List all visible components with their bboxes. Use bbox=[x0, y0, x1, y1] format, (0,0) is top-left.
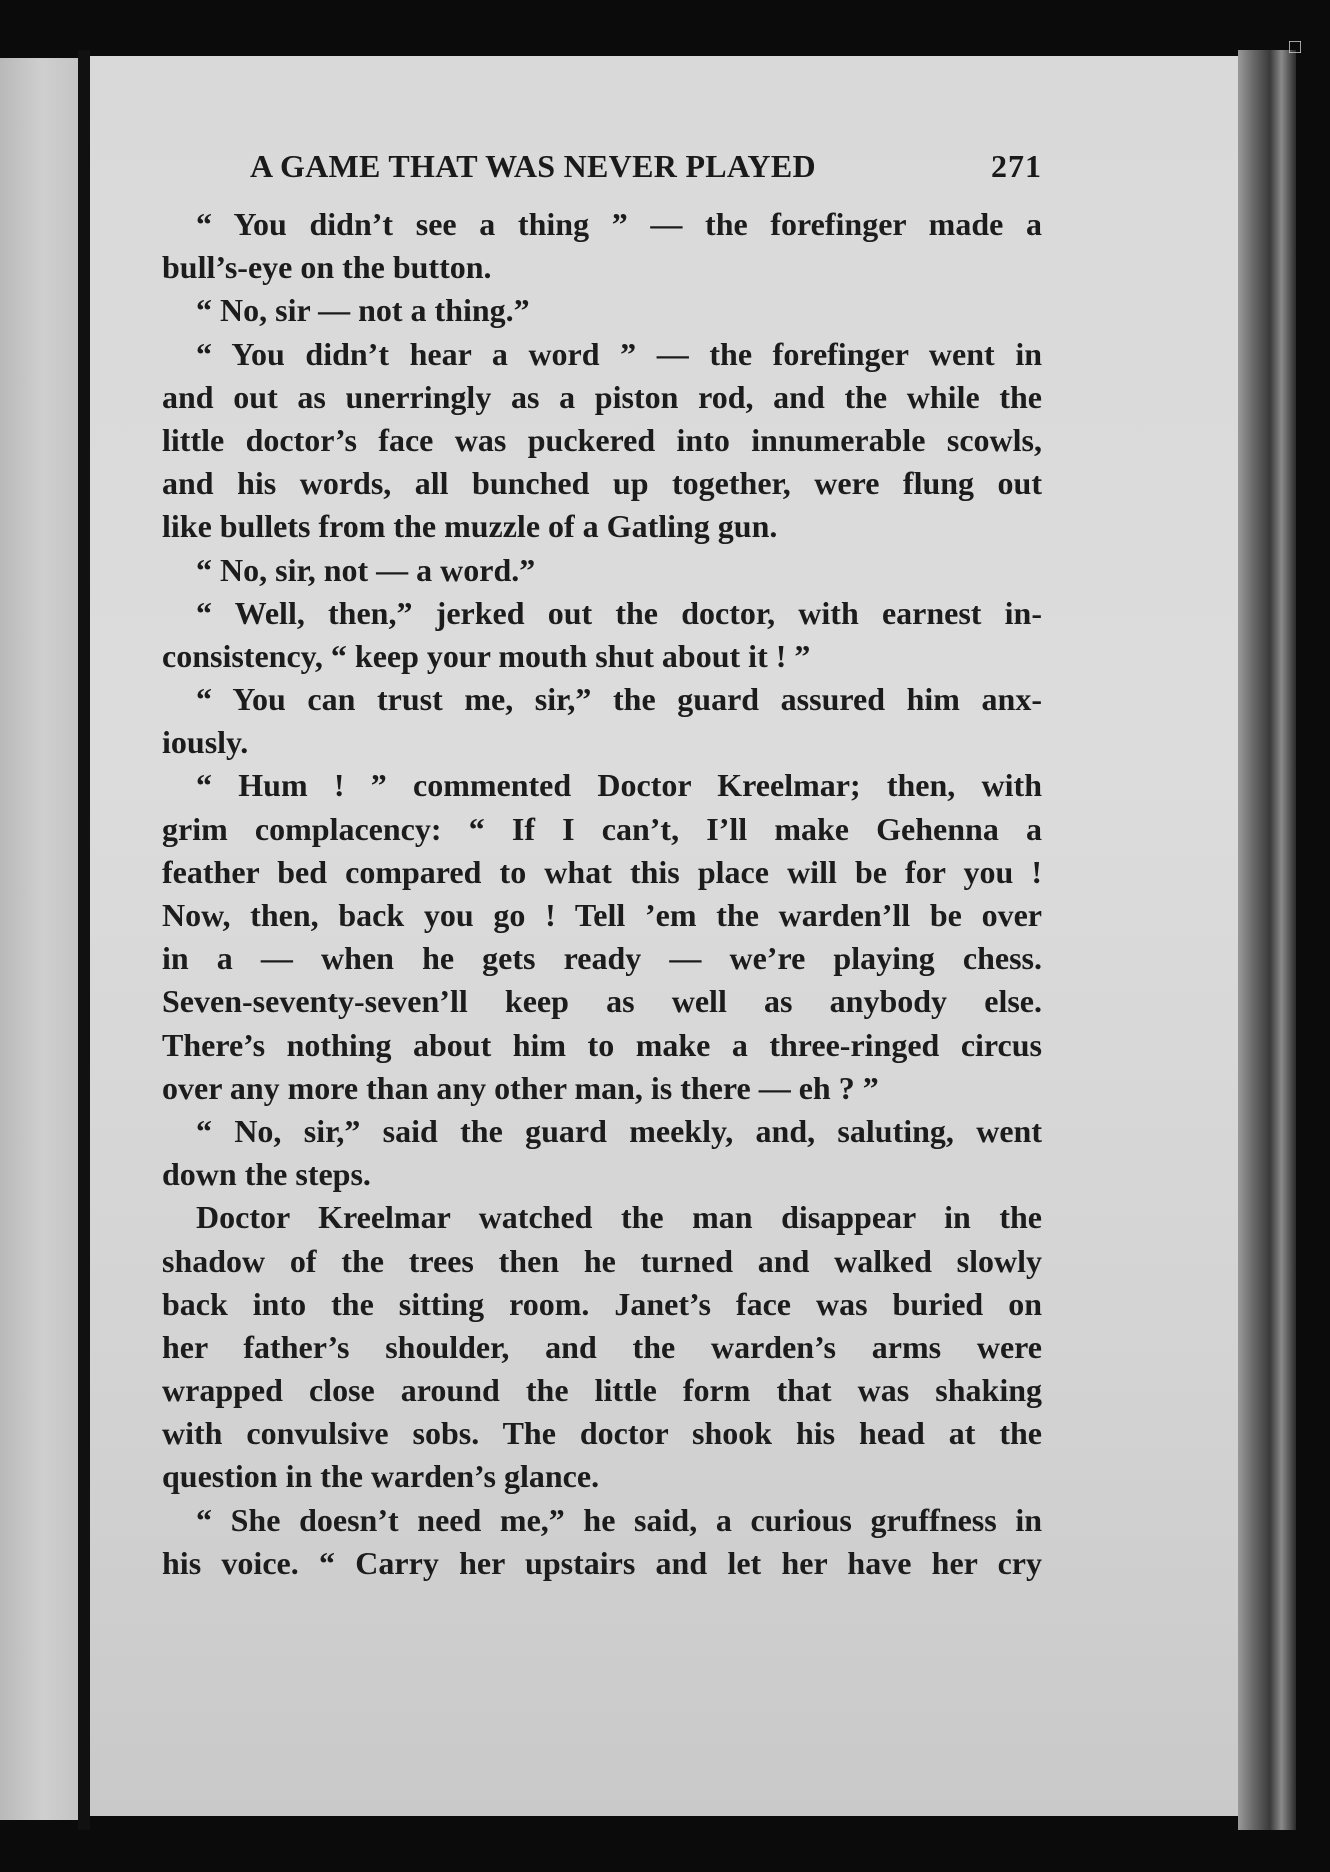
text-line: “ You didn’t hear a word ” — the forefinger went in bbox=[196, 335, 1042, 372]
text-line: with convulsive sobs. The doctor shook his head at the bbox=[162, 1415, 1042, 1452]
text-line: “ No, sir, not — a word.” bbox=[196, 551, 536, 588]
text-line: Seven-seventy-seven’ll keep as well as anybody else. bbox=[162, 983, 1042, 1020]
text-line: his voice. “ Carry her upstairs and let her have her cry bbox=[162, 1544, 1042, 1581]
text-line: “ No, sir — not a thing.” bbox=[196, 292, 530, 329]
running-header-title: A GAME THAT WAS NEVER PLAYED bbox=[250, 148, 816, 184]
text-line: down the steps. bbox=[162, 1156, 371, 1193]
text-line: like bullets from the muzzle of a Gatling gun. bbox=[162, 508, 778, 545]
text-line: and his words, all bunched up together, were flung out bbox=[162, 465, 1042, 502]
text-line: over any more than any other man, is there — eh ? ” bbox=[162, 1069, 879, 1106]
text-line: iously. bbox=[162, 724, 249, 761]
text-line: back into the sitting room. Janet’s face was buried on bbox=[162, 1285, 1042, 1322]
spine-gutter bbox=[78, 50, 90, 1830]
text-line: grim complacency: “ If I can’t, I’ll make Gehenna a bbox=[162, 810, 1042, 847]
text-line: in a — when he gets ready — we’re playing chess. bbox=[162, 940, 1042, 977]
text-line: consistency, “ keep your mouth shut about it ! ” bbox=[162, 637, 811, 674]
scan-corner-mark: □ bbox=[1288, 36, 1302, 58]
text-line: “ Hum ! ” commented Doctor Kreelmar; then, with bbox=[196, 767, 1042, 804]
text-line: Doctor Kreelmar watched the man disappear in the bbox=[196, 1199, 1042, 1236]
text-line: “ Well, then,” jerked out the doctor, with earnest in- bbox=[196, 594, 1042, 631]
text-line: feather bed compared to what this place will be for you ! bbox=[162, 853, 1042, 890]
text-line: Now, then, back you go ! Tell ’em the warden’ll be over bbox=[162, 897, 1042, 933]
text-line: her father’s shoulder, and the warden’s arms were bbox=[162, 1328, 1042, 1365]
text-line: “ She doesn’t need me,” he said, a curious gruffness in bbox=[196, 1501, 1042, 1538]
page-number: 271 bbox=[991, 148, 1042, 184]
text-line: question in the warden’s glance. bbox=[162, 1458, 600, 1495]
text-line: “ You can trust me, sir,” the guard assured him anx- bbox=[196, 681, 1042, 718]
text-line: wrapped close around the little form that was shaking bbox=[162, 1372, 1042, 1409]
text-line: and out as unerringly as a piston rod, and the while the bbox=[162, 378, 1042, 415]
running-header bbox=[250, 142, 1042, 190]
text-line: bull’s-eye on the button. bbox=[162, 249, 492, 286]
text-line: “ You didn’t see a thing ” — the forefinger made a bbox=[196, 206, 1042, 242]
previous-page-edge bbox=[0, 58, 78, 1820]
text-line: little doctor’s face was puckered into innumerable scowls, bbox=[162, 421, 1042, 458]
text-line: shadow of the trees then he turned and walked slowly bbox=[162, 1242, 1042, 1279]
page-stack-edge bbox=[1238, 50, 1296, 1830]
text-line: “ No, sir,” said the guard meekly, and, saluting, went bbox=[196, 1112, 1042, 1149]
text-line: There’s nothing about him to make a three-ringed circus bbox=[162, 1026, 1042, 1063]
body-text bbox=[162, 203, 1042, 1585]
